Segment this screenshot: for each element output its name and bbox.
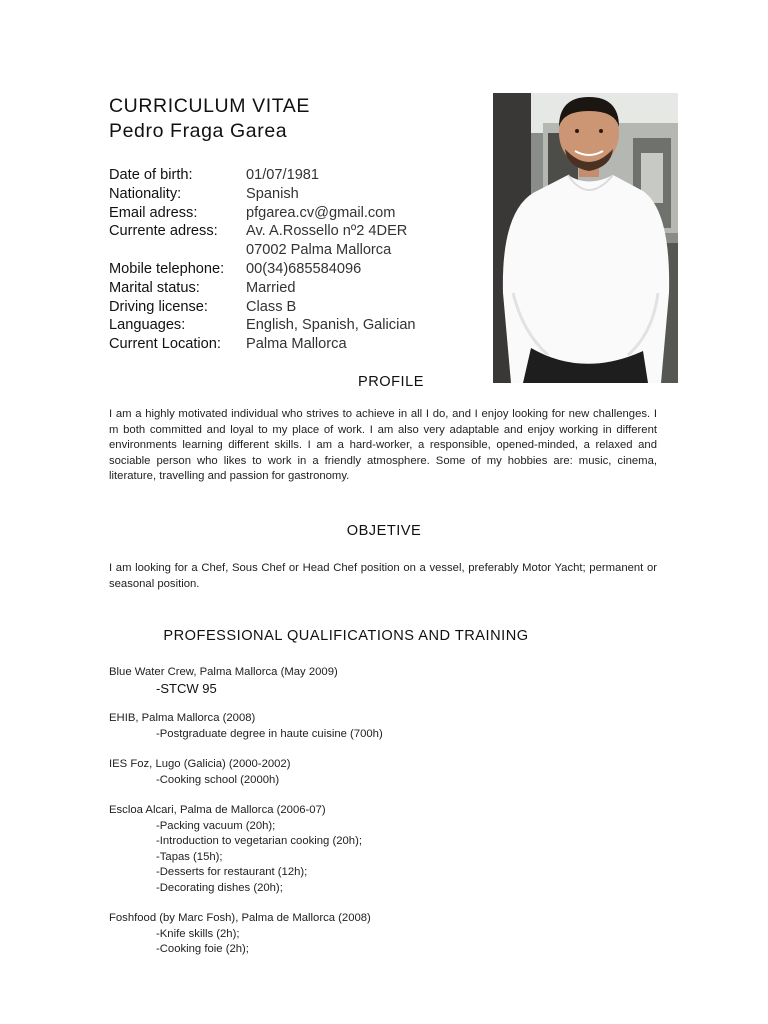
info-label: Languages: (109, 317, 186, 334)
info-row-nationality (109, 185, 489, 204)
qualification-item: -Cooking school (2000h) (156, 773, 280, 786)
qualification-item: -Tapas (15h); (156, 850, 223, 863)
info-label: Mobile telephone: (109, 260, 225, 277)
portrait-illustration (493, 93, 678, 383)
info-row-address (109, 222, 489, 241)
info-row-marital (109, 279, 489, 298)
qualification-institution: IES Foz, Lugo (Galicia) (2000-2002) (109, 758, 291, 770)
info-value: Married (246, 279, 296, 296)
document-title: CURRICULUM VITAE (109, 95, 311, 117)
profile-heading: PROFILE (358, 374, 424, 390)
info-value: Spanish (246, 185, 299, 202)
qualification-entry (109, 803, 669, 896)
info-label: Date of birth: (109, 167, 193, 183)
info-value: English, Spanish, Galician (246, 317, 416, 334)
qualification-item: -Postgraduate degree in haute cuisine (700h) (156, 727, 383, 740)
email-link[interactable]: pfgarea.cv@gmail.com (246, 204, 396, 221)
info-label: Email adress: (109, 204, 198, 221)
info-value: 00(34)685584096 (246, 260, 362, 277)
objetive-text: I am looking for a Chef, Sous Chef or Head Chef position on a vessel, preferably Motor Yacht; permanent or seasonal position. (109, 562, 657, 590)
portrait-photo (493, 93, 678, 383)
qualification-entry (109, 711, 669, 742)
qualification-entry (109, 757, 669, 788)
qualification-item: -Cooking foie (2h); (156, 943, 249, 955)
info-value: 01/07/1981 (246, 167, 320, 183)
qualification-institution: Foshfood (by Marc Fosh), Palma de Mallorca (2008) (109, 912, 371, 924)
info-row-location (109, 335, 489, 354)
info-value: Palma Mallorca (246, 336, 347, 353)
info-row-birth (109, 166, 489, 185)
info-row-license (109, 298, 489, 317)
info-row-email (109, 204, 489, 223)
qualification-institution: EHIB, Palma Mallorca (2008) (109, 712, 256, 724)
objetive-heading: OBJETIVE (346, 523, 422, 539)
profile-text: I am a highly motivated individual who strives to achieve in all I do, and I enjoy looking for new challenges. I m both committed and loyal to my place of work. I am also very adaptable and enjoy working in different environments learning different skills. I am a hard-worker, a responsible, opened-minded, a relaxed and sociable person who likes to work in a friendly atmosphere. Some of my hobbies are: music, cinema, literature, travelling and passion for gastronomy. (109, 408, 657, 483)
info-label: Nationality: (109, 185, 182, 202)
info-label: Driving license: (109, 298, 208, 315)
qualification-item: -Desserts for restaurant (12h); (156, 866, 308, 878)
qualifications-heading: PROFESSIONAL QUALIFICATIONS AND TRAINING (163, 628, 529, 644)
info-label: Marital status: (109, 279, 200, 296)
qualification-item: -STCW 95 (156, 680, 217, 696)
address-continuation: 07002 Palma Mallorca (246, 242, 392, 259)
qualification-item: -Knife skills (2h); (156, 927, 240, 940)
info-value: Av. A.Rossello nº2 4DER (246, 223, 408, 240)
info-value: Class B (246, 298, 297, 315)
qualification-entry (109, 665, 669, 696)
candidate-name: Pedro Fraga Garea (109, 120, 288, 142)
qualification-item: -Decorating dishes (20h); (156, 881, 283, 894)
qualification-item: -Introduction to vegetarian cooking (20h); (156, 835, 362, 847)
info-row-languages (109, 316, 489, 335)
qualification-institution: Escloa Alcari, Palma de Mallorca (2006-07) (109, 804, 326, 816)
qualification-institution: Blue Water Crew, Palma Mallorca (May 2009) (109, 666, 338, 678)
qualification-item: -Packing vacuum (20h); (156, 819, 276, 832)
qualification-entry (109, 911, 669, 958)
personal-info (109, 166, 489, 354)
info-label: Currente adress: (109, 223, 218, 240)
info-label: Current Location: (109, 336, 221, 353)
qualifications-list (109, 665, 669, 973)
info-row-telephone (109, 260, 489, 279)
